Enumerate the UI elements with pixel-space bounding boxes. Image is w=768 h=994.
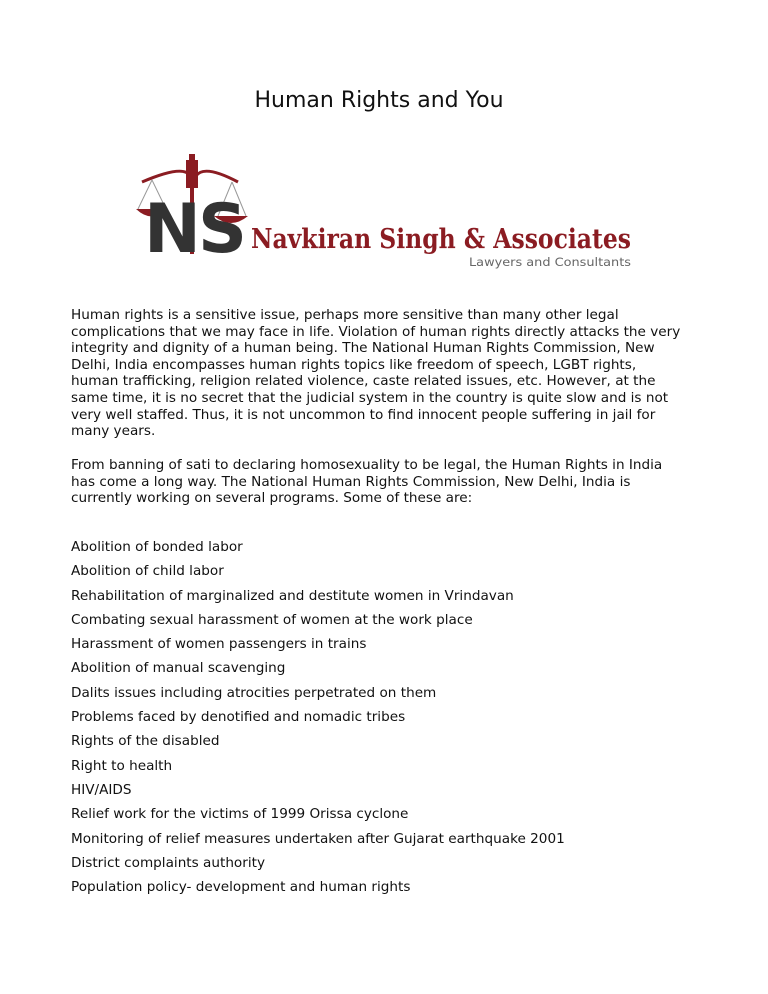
list-item: Harassment of women passengers in trains xyxy=(71,636,367,653)
list-item: District complaints authority xyxy=(71,854,265,871)
list-item: Abolition of bonded labor xyxy=(71,539,243,555)
text-line: human trafficking, religion related violence, caste related issues, etc. However, at the xyxy=(71,373,656,390)
text-line: has come a long way. The National Human Rights Commission, New Delhi, India is xyxy=(71,473,631,490)
list-item: Relief work for the victims of 1999 Orissa cyclone xyxy=(71,806,409,823)
list-item: Abolition of child labor xyxy=(71,563,224,580)
list-item: Population policy- development and human rights xyxy=(71,879,411,896)
list-item: Rehabilitation of marginalized and destitute women in Vrindavan xyxy=(71,587,514,604)
svg-text:S: S xyxy=(198,190,247,269)
list-item: Abolition of manual scavenging xyxy=(71,660,286,677)
firm-tagline: Lawyers and Consultants xyxy=(469,255,631,269)
text-line: From banning of sati to declaring homosexuality to be legal, the Human Rights in India xyxy=(71,457,663,473)
text-line: currently working on several programs. Some of these are: xyxy=(71,490,473,507)
firm-logo xyxy=(134,154,639,270)
text-line: complications that we may face in life. Violation of human rights directly attacks the very xyxy=(71,323,681,340)
text-line: many years. xyxy=(71,423,156,440)
firm-name: Navkiran Singh & Associates xyxy=(251,224,631,255)
scales-of-justice-icon xyxy=(136,154,248,269)
list-item: HIV/AIDS xyxy=(71,781,132,798)
svg-text:N: N xyxy=(144,190,197,269)
text-line: Delhi, India encompasses human rights topics like freedom of speech, LGBT rights, xyxy=(71,356,637,373)
text-line: integrity and dignity of a human being. The National Human Rights Commission, New xyxy=(71,340,655,357)
list-item: Dalits issues including atrocities perpetrated on them xyxy=(71,684,437,701)
text-line: same time, it is no secret that the judicial system in the country is quite slow and is not xyxy=(71,389,669,406)
list-item: Monitoring of relief measures undertaken after Gujarat earthquake 2001 xyxy=(71,830,565,847)
programs-intro-paragraph xyxy=(71,457,662,507)
list-item: Rights of the disabled xyxy=(71,733,220,750)
programs-list xyxy=(71,539,565,903)
list-item: Right to health xyxy=(71,757,173,774)
intro-paragraph xyxy=(71,307,680,440)
list-item: Combating sexual harassment of women at the work place xyxy=(71,611,473,628)
document-title: Human Rights and You xyxy=(254,88,504,113)
list-item: Problems faced by denotified and nomadic tribes xyxy=(71,709,406,726)
text-line: Human rights is a sensitive issue, perhaps more sensitive than many other legal xyxy=(71,307,619,323)
text-line: very well staffed. Thus, it is not uncommon to find innocent people suffering in jail for xyxy=(71,406,656,423)
